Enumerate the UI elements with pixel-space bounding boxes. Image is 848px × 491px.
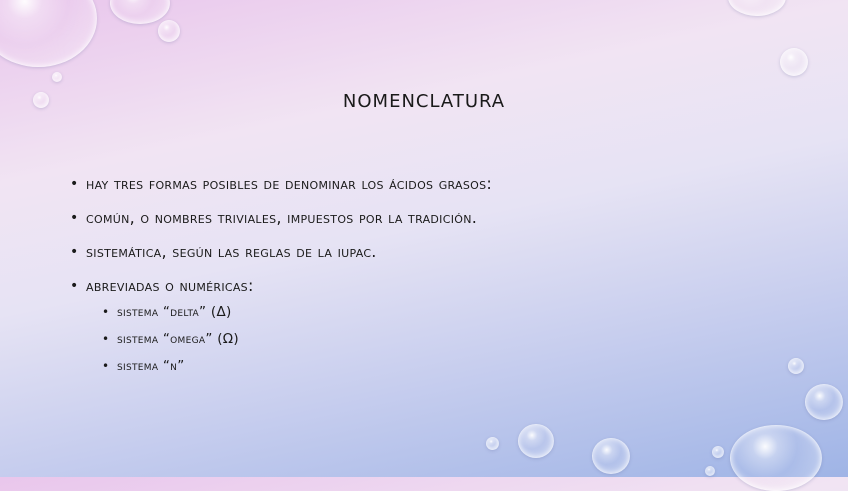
water-drop-icon <box>518 424 554 458</box>
sub-bullet-item <box>102 327 239 354</box>
water-drop-icon <box>158 20 180 42</box>
bullet-list <box>70 170 492 306</box>
water-drop-icon <box>730 425 822 491</box>
sub-bullet-label: sistema “omega” <box>117 331 213 347</box>
sub-bullet-item <box>102 354 239 381</box>
water-drop-icon <box>780 48 808 76</box>
sub-bullet-list <box>102 300 239 381</box>
bullet-item: • hay tres formas posibles de denominar los ácidos grasos: <box>70 170 492 204</box>
water-drop-icon <box>110 0 170 24</box>
sub-bullet-label: sistema “delta” <box>117 304 207 320</box>
slide-title: nomenclatura <box>342 84 506 113</box>
bullet-item: • común, o nombres triviales, impuestos por la tradición. <box>70 204 492 238</box>
sub-bullet-item <box>102 300 239 327</box>
sub-bullet-label: sistema “n” <box>117 358 185 374</box>
bullet-item: • sistemática, según las reglas de la iupac. <box>70 238 492 272</box>
water-drop-icon <box>712 446 724 458</box>
water-drop-icon <box>705 466 715 476</box>
sub-bullet-symbol: (Δ) <box>210 304 232 320</box>
water-drop-icon <box>52 72 62 82</box>
water-drop-icon <box>728 0 786 16</box>
water-drop-icon <box>486 437 499 450</box>
water-drop-icon <box>0 0 97 67</box>
sub-bullet-symbol: (Ω) <box>217 331 239 347</box>
water-drop-icon <box>592 438 630 474</box>
water-drop-icon <box>805 384 843 420</box>
bullet-item: • abreviadas o numéricas: <box>70 272 492 306</box>
water-drop-icon <box>788 358 804 374</box>
